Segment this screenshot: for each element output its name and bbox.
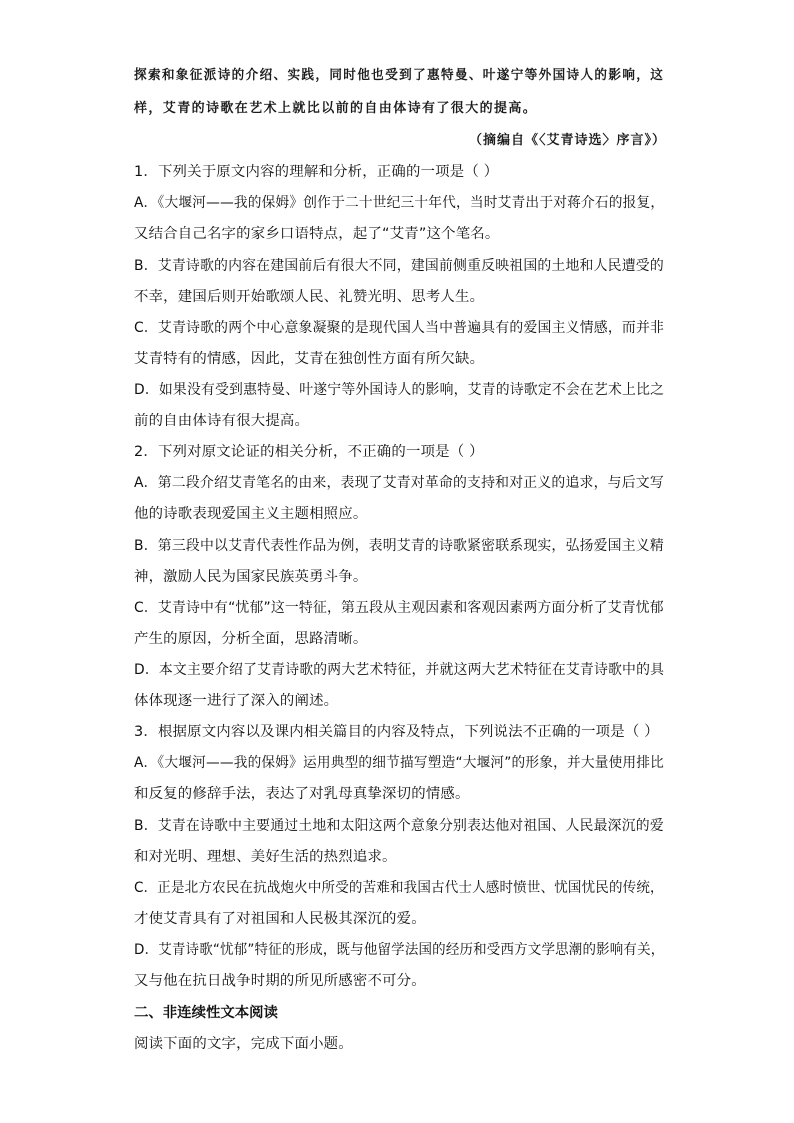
question-3-option-b-line-1: B．艾青在诗歌中主要通过土地和太阳这两个意象分别表达他对祖国、人民最深沉的爱 [134,818,664,834]
question-3-option-c-line-1: C．正是北方农民在抗战炮火中所受的苦难和我国古代士人感时愤世、忧国忧民的传统， [134,880,664,896]
section-2-instruction: 阅读下面的文字，完成下面小题。 [134,1036,353,1052]
question-2-option-b-line-2: 神，激励人民为国家民族英勇斗争。 [134,569,368,585]
question-1-option-a-line-1: A．《大堰河——我的保姆》创作于二十世纪三十年代，当时艾青出于对蒋介石的报复， [134,195,665,211]
question-1-stem: 1．下列关于原文内容的理解和分析，正确的一项是（ ） [134,164,499,180]
passage-line-2: 样，艾青的诗歌在艺术上就比以前的自由体诗有了很大的提高。 [134,101,538,116]
question-1-option-b-line-1: B．艾青诗歌的内容在建国前后有很大不同，建国前侧重反映祖国的土地和人民遭受的 [134,258,664,274]
question-2-stem: 2．下列对原文论证的相关分析，不正确的一项是（ ） [134,444,484,460]
question-2-option-d-line-1: D．本文主要介绍了艾青诗歌的两大艺术特征，并就这两大艺术特征在艾青诗歌中的具 [134,662,665,678]
question-3-option-a-line-1: A．《大堰河——我的保姆》运用典型的细节描写塑造“大堰河”的形象，并大量使用排比 [134,755,665,771]
question-1-option-c-line-2: 艾青特有的情感，因此，艾青在独创性方面有所欠缺。 [134,351,485,367]
question-2-option-d-line-2: 体体现逐一进行了深入的阐述。 [134,693,339,709]
question-2-option-a-line-1: A．第二段介绍艾青笔名的由来，表现了艾青对革命的支持和对正义的追求，与后文写 [134,475,664,491]
question-1-option-a-line-2: 又结合自己名字的家乡口语特点，起了“艾青”这个笔名。 [134,226,500,242]
passage-line-1: 探索和象征派诗的介绍、实践，同时他也受到了惠特曼、叶遂宁等外国诗人的影响，这 [134,68,665,83]
question-1-option-c-line-1: C．艾青诗歌的两个中心意象凝聚的是现代国人当中普遍具有的爱国主义情感，而并非 [134,320,665,336]
question-2-option-c-line-1: C．艾青诗中有“忧郁”这一特征，第五段从主观因素和客观因素两方面分析了艾青忧郁 [134,600,664,616]
question-1-option-b-line-2: 不幸，建国后则开始歌颂人民、礼赞光明、思考人生。 [134,289,485,305]
question-3-option-c-line-2: 才使艾青具有了对祖国和人民极其深沉的爱。 [134,911,426,927]
question-3-option-d-line-2: 又与他在抗日战争时期的所见所感密不可分。 [134,973,426,989]
question-3-option-d-line-1: D．艾青诗歌“忧郁”特征的形成，既与他留学法国的经历和受西方文学思潮的影响有关， [134,942,665,958]
question-3-option-b-line-2: 和对光明、理想、美好生活的热烈追求。 [134,849,397,865]
question-3-stem: 3．根据原文内容以及课内相关篇目的内容及特点，下列说法不正确的一项是（ ） [134,724,659,740]
question-3-option-a-line-2: 和反复的修辞手法，表达了对乳母真挚深切的情感。 [134,786,470,802]
question-2-option-c-line-2: 产生的原因，分析全面，思路清晰。 [134,631,368,647]
question-2-option-b-line-1: B．第三段中以艾青代表性作品为例，表明艾青的诗歌紧密联系现实，弘扬爱国主义精 [134,538,664,554]
question-1-option-d-line-2: 前的自由体诗有很大提高。 [134,413,310,429]
passage-source: （摘编自《〈艾青诗选〉序言》） [468,133,666,148]
section-2-heading: 二、非连续性文本阅读 [134,1005,278,1021]
question-1-option-d-line-1: D．如果没有受到惠特曼、叶遂宁等外国诗人的影响，艾青的诗歌定不会在艺术上比之 [134,382,665,398]
question-2-option-a-line-2: 他的诗歌表现爱国主义主题相照应。 [134,506,368,522]
